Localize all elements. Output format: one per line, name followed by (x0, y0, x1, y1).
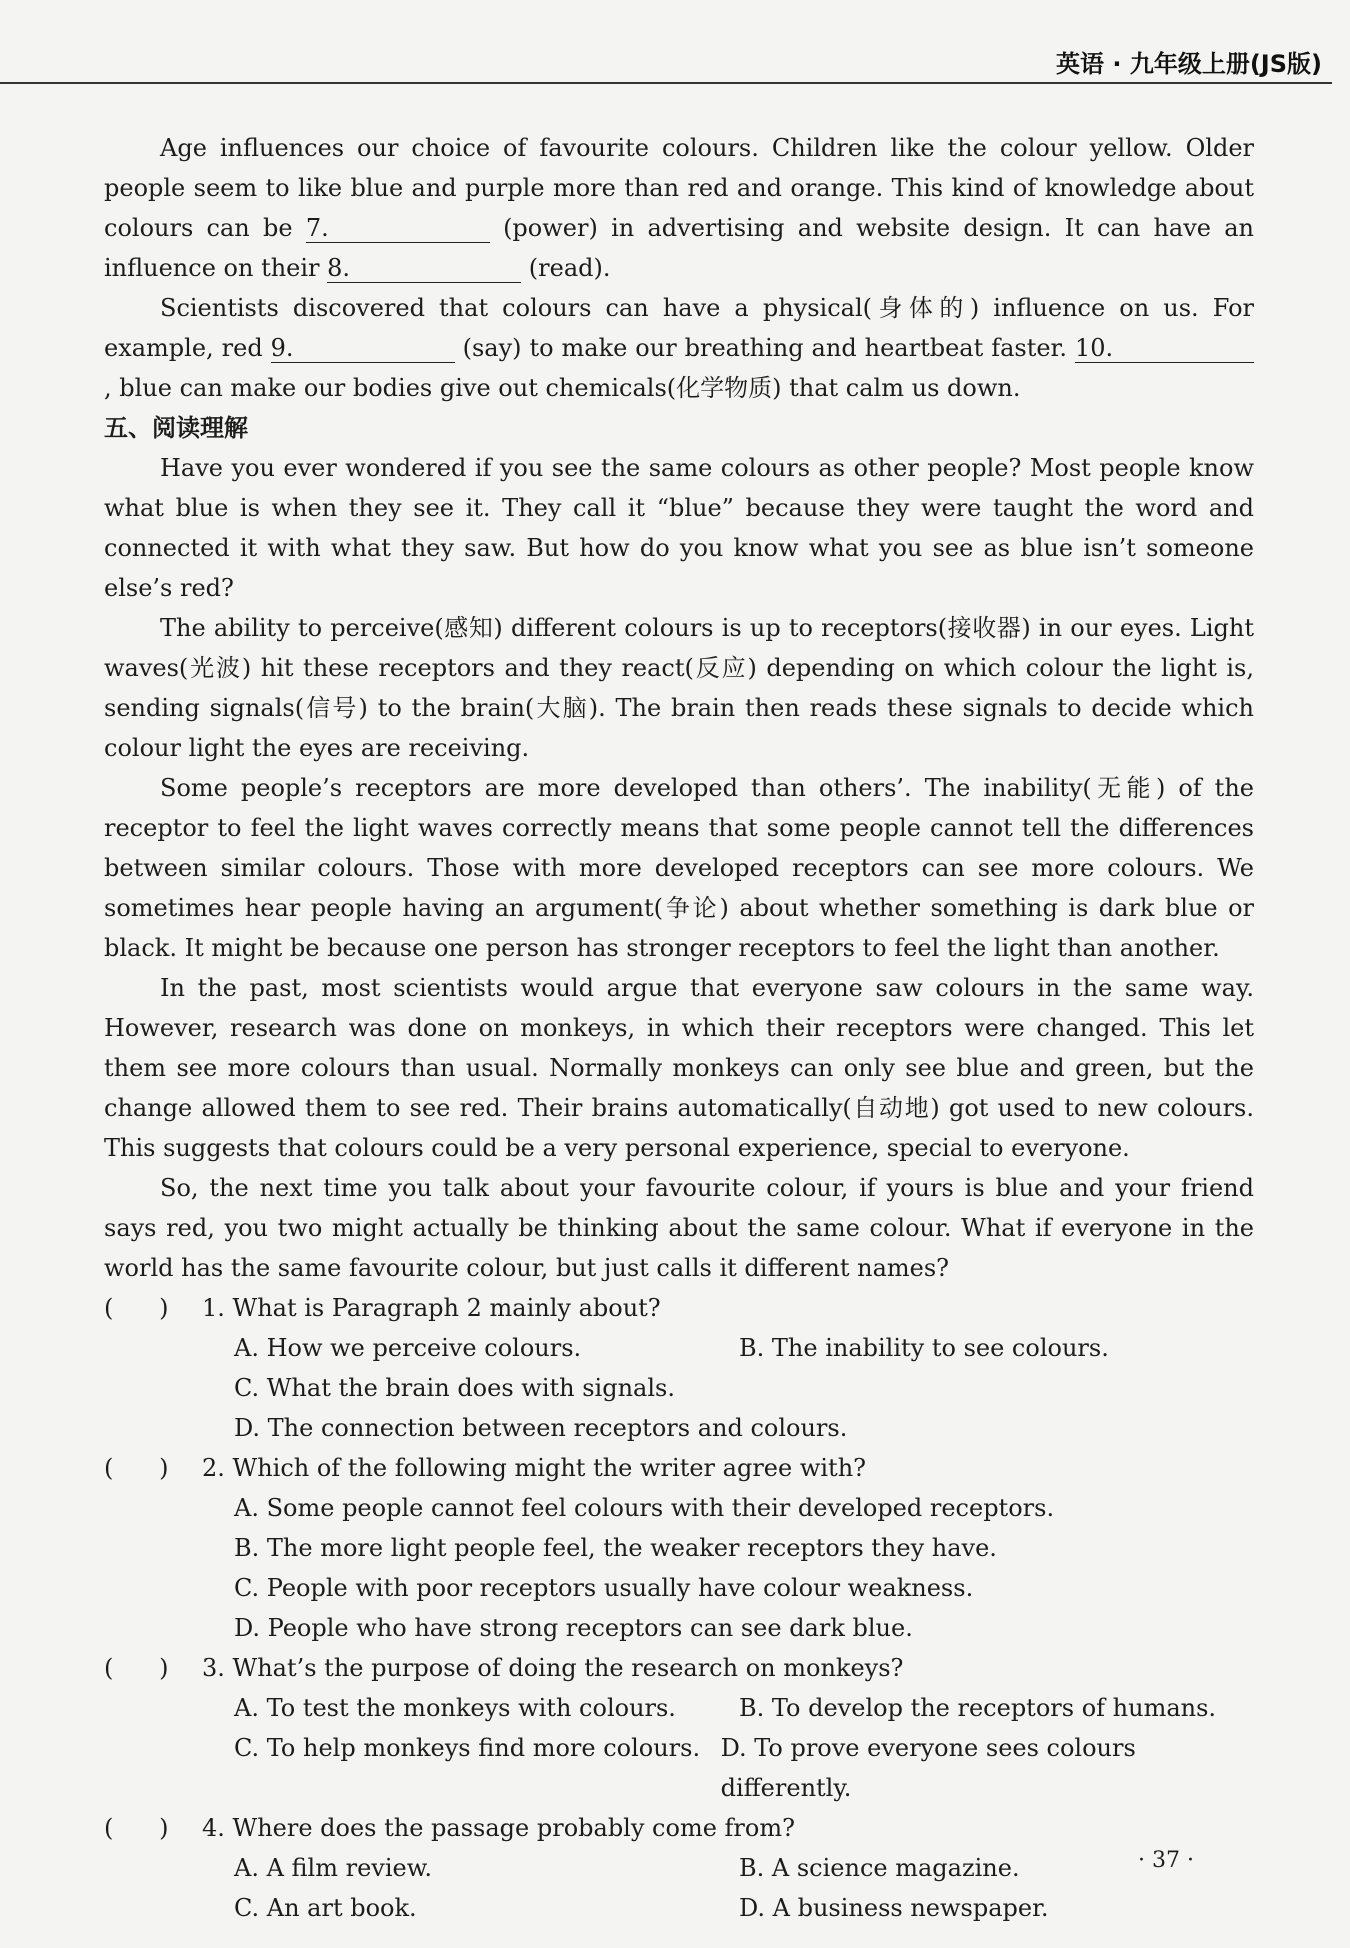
option-c: C. People with poor receptors usually have colour weakness. (234, 1574, 974, 1602)
option-d: D. A business newspaper. (739, 1894, 1049, 1922)
question-stem: 1. What is Paragraph 2 mainly about? (202, 1294, 661, 1322)
question-stem: 2. Which of the following might the writer agree with? (202, 1454, 867, 1482)
page-header (0, 0, 1350, 84)
option-a: A. A film review. (234, 1854, 433, 1882)
question-stem: 4. Where does the passage probably come from? (202, 1814, 795, 1842)
reading-paragraph-5: So, the next time you talk about your favourite colour, if yours is blue and your friend says red, you two might actually be thinking about the same colour. What if everyone in the world has the same favourite colour, but just calls it different names? (104, 1174, 1254, 1282)
option-a: A. Some people cannot feel colours with their developed receptors. (234, 1494, 1055, 1522)
page-content (104, 128, 1254, 1928)
answer-bracket[interactable]: ( ) (104, 1814, 169, 1842)
blank-10: 10. (1075, 334, 1254, 363)
question-4 (104, 1808, 1254, 1928)
section-title: 五、阅读理解 (104, 414, 248, 442)
blank-9: 9. (271, 334, 455, 363)
option-a: A. To test the monkeys with colours. (234, 1694, 676, 1722)
option-d: D. To prove everyone sees colours differently. (720, 1734, 1136, 1802)
answer-bracket[interactable]: ( ) (104, 1654, 169, 1682)
question-3 (104, 1648, 1254, 1808)
question-1 (104, 1288, 1254, 1448)
text-run: Age influences our choice of favourite colours. Children like the colour yellow. Older people seem to like blue and purple more than red and orange. This kind of knowledge about colours can be (104, 134, 1254, 242)
option-b: B. To develop the receptors of humans. (739, 1694, 1217, 1722)
text-run: (power) in advertising and website design. It can have an influence on their (104, 214, 1255, 282)
option-c: C. To help monkeys find more colours. (234, 1734, 701, 1762)
blank-7: 7. (306, 214, 490, 243)
text-run: Scientists discovered that colours can have a physical(身体的) influence on us. For example, red (104, 294, 1254, 362)
book-title: 英语 · 九年级上册(JS版) (1056, 50, 1322, 78)
passage-paragraph (104, 128, 1254, 288)
reading-paragraph-3: Some people’s receptors are more developed than others’. The inability(无能) of the receptor to feel the light waves correctly means that some people cannot tell the differences between similar colours. Those with more developed receptors can see more colours. We sometimes hear people having an argument(争论) about whether something is dark blue or black. It might be because one person has stronger receptors to feel the light than another. (104, 774, 1254, 962)
text-run: (say) to make our breathing and heartbeat faster. (454, 334, 1075, 362)
passage-paragraph (104, 288, 1254, 408)
question-stem: 3. What’s the purpose of doing the research on monkeys? (202, 1654, 904, 1682)
answer-bracket[interactable]: ( ) (104, 1294, 169, 1322)
option-a: A. How we perceive colours. (234, 1334, 582, 1362)
option-b: B. The more light people feel, the weaker receptors they have. (234, 1534, 997, 1562)
header-divider (0, 82, 1332, 84)
answer-bracket[interactable]: ( ) (104, 1454, 169, 1482)
reading-paragraph-1: Have you ever wondered if you see the same colours as other people? Most people know what blue is when they see it. They call it “blue” because they were taught the word and connected it with what they saw. But how do you know what you see as blue isn’t someone else’s red? (104, 454, 1254, 602)
option-d: D. People who have strong receptors can see dark blue. (234, 1614, 913, 1642)
page-number: · 37 · (1138, 1848, 1194, 1873)
blank-8: 8. (327, 254, 521, 283)
option-b: B. The inability to see colours. (739, 1334, 1109, 1362)
reading-paragraph-2: The ability to perceive(感知) different colours is up to receptors(接收器) in our eyes. Light waves(光波) hit these receptors and they react(反应) depending on which colour the light is, sending signals(信号) to the brain(大脑). The brain then reads these signals to decide which colour light the eyes are receiving. (104, 614, 1254, 762)
option-c: C. What the brain does with signals. (234, 1374, 675, 1402)
option-b: B. A science magazine. (739, 1854, 1020, 1882)
option-d: D. The connection between receptors and colours. (234, 1414, 848, 1442)
text-run: , blue can make our bodies give out chemicals(化学物质) that calm us down. (104, 374, 1021, 402)
reading-paragraph-4: In the past, most scientists would argue that everyone saw colours in the same way. However, research was done on monkeys, in which their receptors were changed. This let them see more colours than usual. Normally monkeys can only see blue and green, but the change allowed them to see red. Their brains automatically(自动地) got used to new colours. This suggests that colours could be a very personal experience, special to everyone. (104, 974, 1254, 1162)
text-run: (read). (521, 254, 611, 282)
option-c: C. An art book. (234, 1894, 417, 1922)
question-2 (104, 1448, 1254, 1648)
